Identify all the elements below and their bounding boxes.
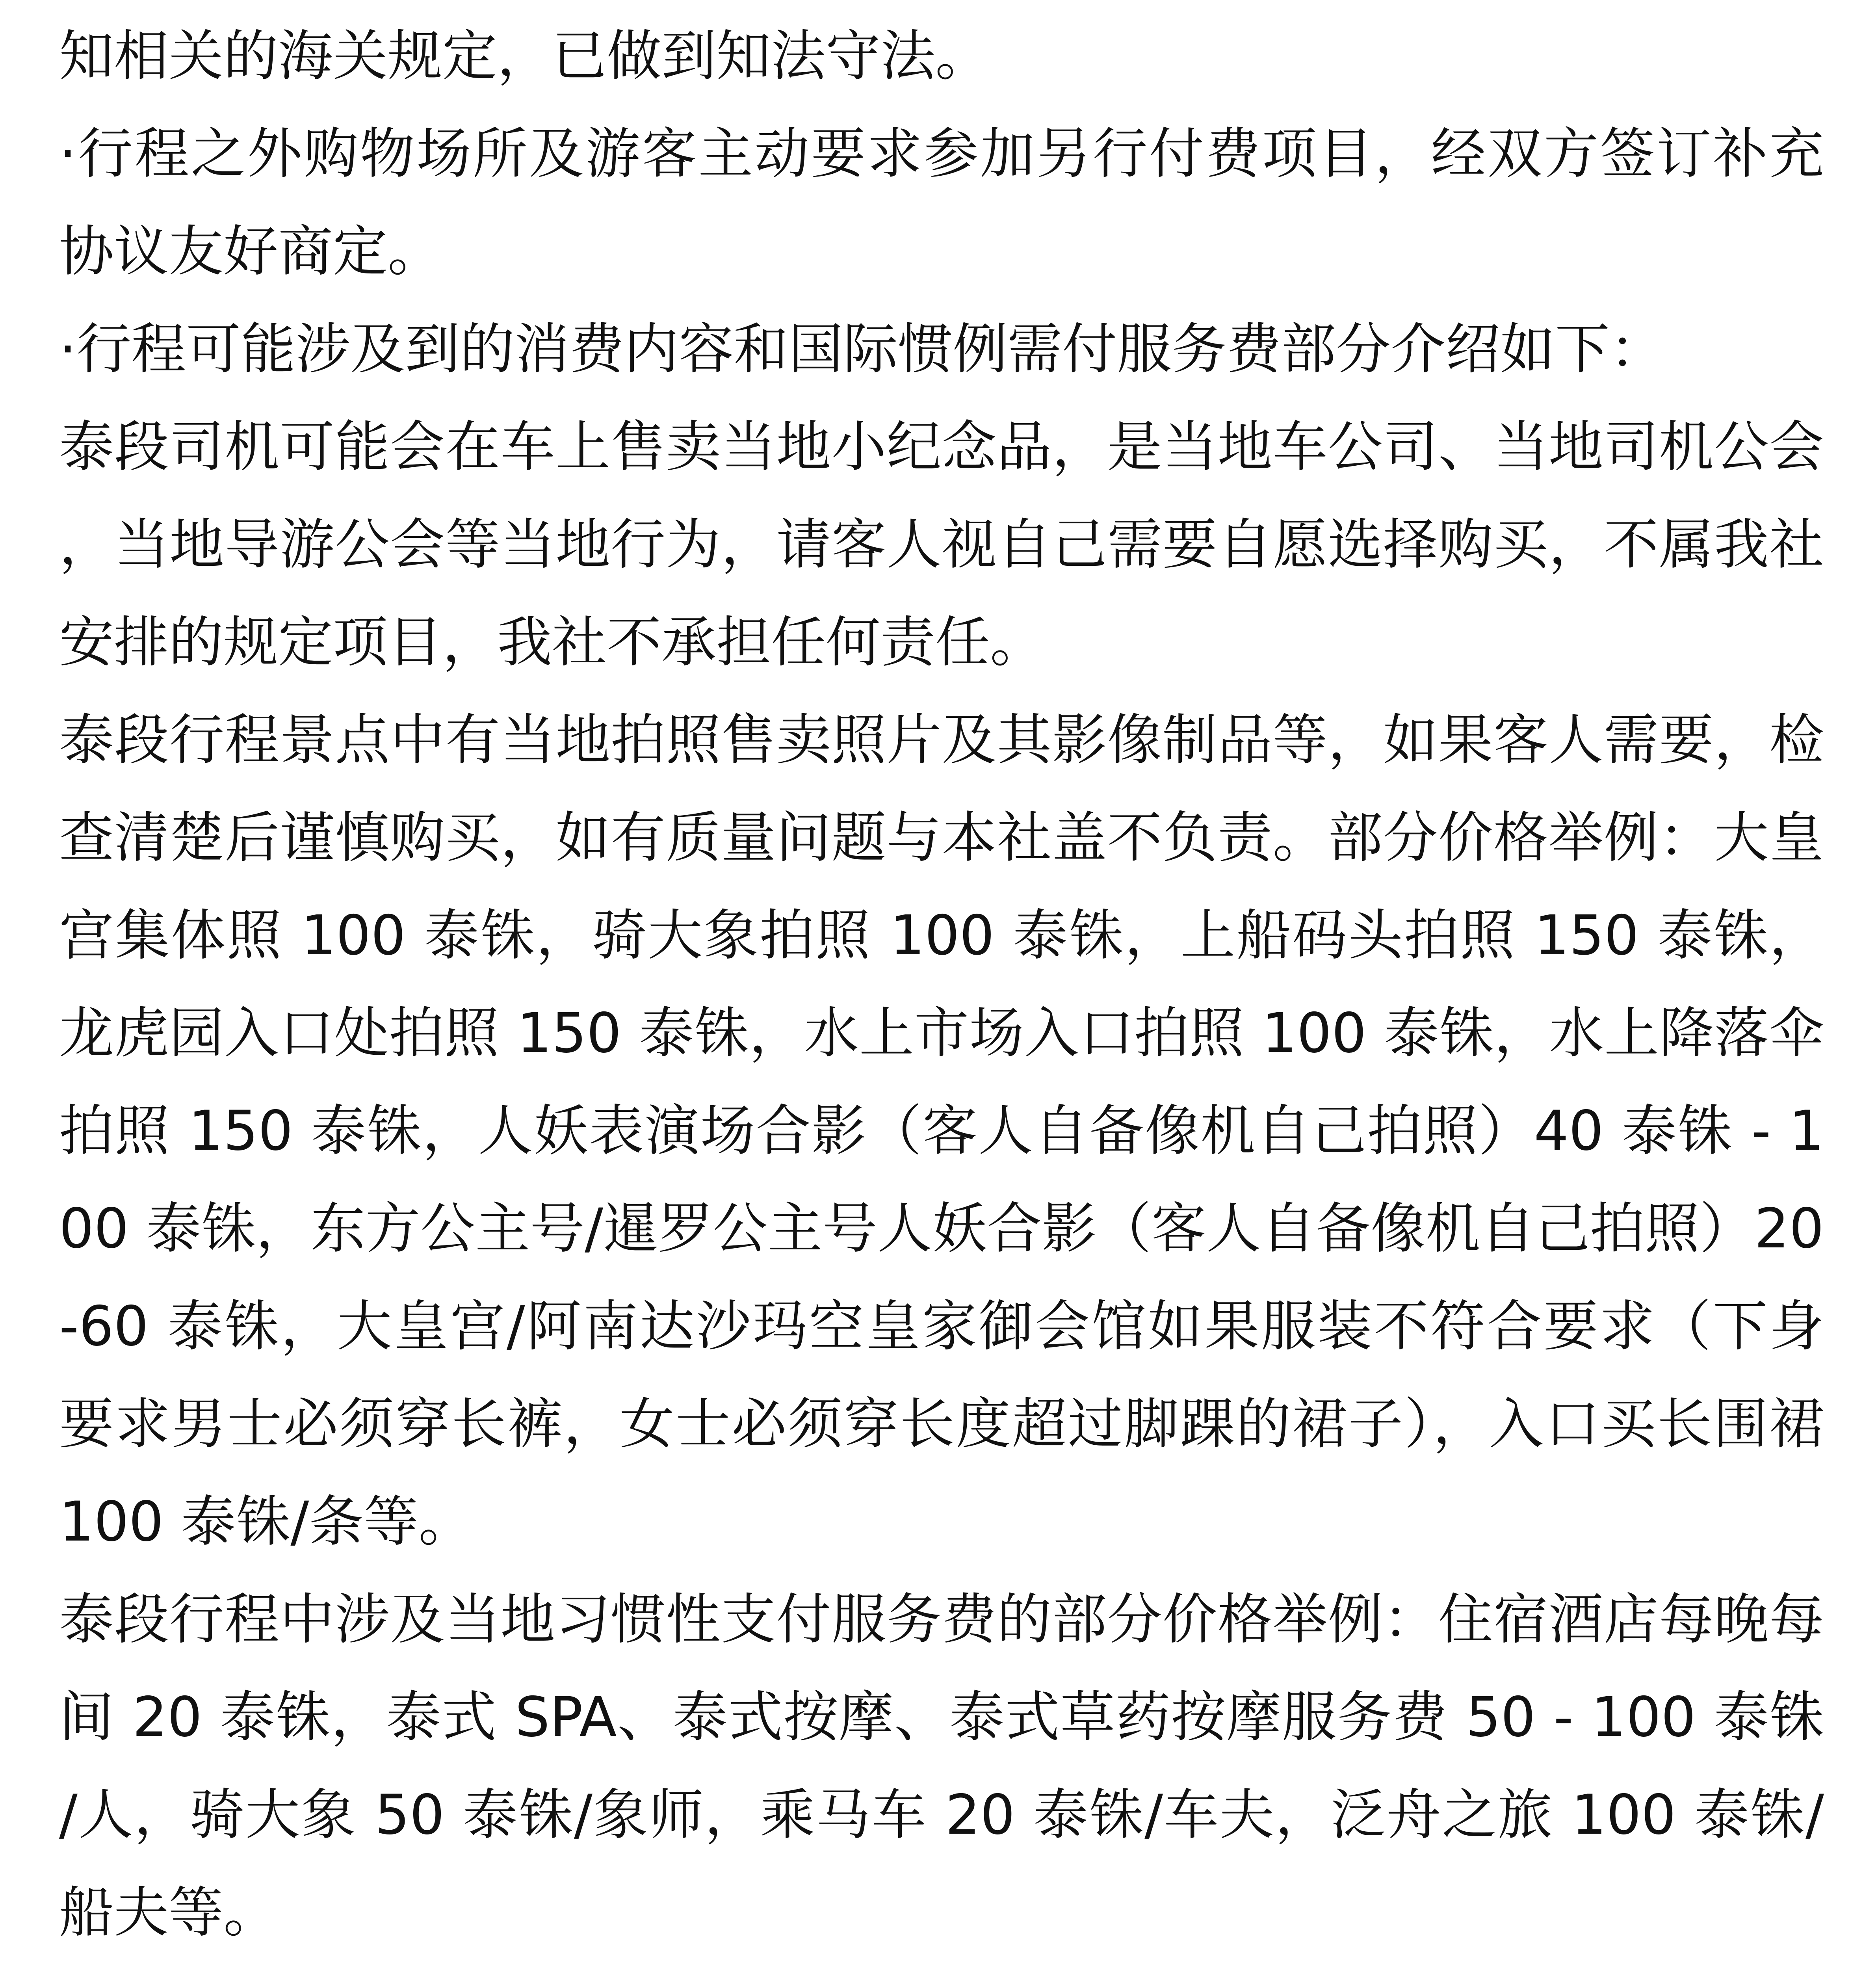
paragraph-service-fee-intro: ·行程可能涉及到的消费内容和国际惯例需付服务费部分介绍如下： bbox=[59, 317, 1665, 381]
paragraph-driver-souvenirs: 泰段司机可能会在车上售卖当地小纪念品，是当地车公司、当地司机公会，当地导游公会等当地行为，请客人视自己需要自愿选择购买，不属我社安排的规定项目，我社不承担任何责任。 bbox=[59, 415, 1824, 674]
paragraph-photo-prices: 泰段行程景点中有当地拍照售卖照片及其影像制品等，如果客人需要，检查清楚后谨慎购买，如有质量问题与本社盖不负责。部分价格举例：大皇宫集体照 100 泰铢，骑大象拍照 100 泰铢，上船码头拍照 150 泰铢，龙虎园入口处拍照 150 泰铢，水上市场入口拍照 100 泰铢，水上降落伞拍照 150 泰铢，人妖表演场合影（客人自备像机自己拍照）40 泰铢 - 100 泰铢，东方公主号/暹罗公主号人妖合影（客人自备像机自己拍照）20-60 泰铢，大皇宫/阿南达沙玛空皇家御会馆如果服装不符合要求（下身要求男士必须穿长裤，女士必须穿长度超过脚踝的裙子），入口买长围裙 100 泰铢/条等。 bbox=[59, 708, 1824, 1554]
paragraph-customs-regulations: 知相关的海关规定，已做到知法守法。 bbox=[59, 24, 990, 88]
document-page bbox=[59, 7, 1824, 1970]
paragraph-service-fee-prices: 泰段行程中涉及当地习惯性支付服务费的部分价格举例：住宿酒店每晚每间 20 泰铢，泰式 SPA、泰式按摩、泰式草药按摩服务费 50 - 100 泰铢/人，骑大象 50 泰铢/象师，乘马车 20 泰铢/车夫，泛舟之旅 100 泰铢/船夫等。 bbox=[59, 1587, 1824, 1944]
paragraph-service-fee-note bbox=[59, 1961, 1824, 1970]
paragraph-extra-paid-items: ·行程之外购物场所及游客主动要求参加另行付费项目，经双方签订补充协议友好商定。 bbox=[59, 122, 1824, 283]
